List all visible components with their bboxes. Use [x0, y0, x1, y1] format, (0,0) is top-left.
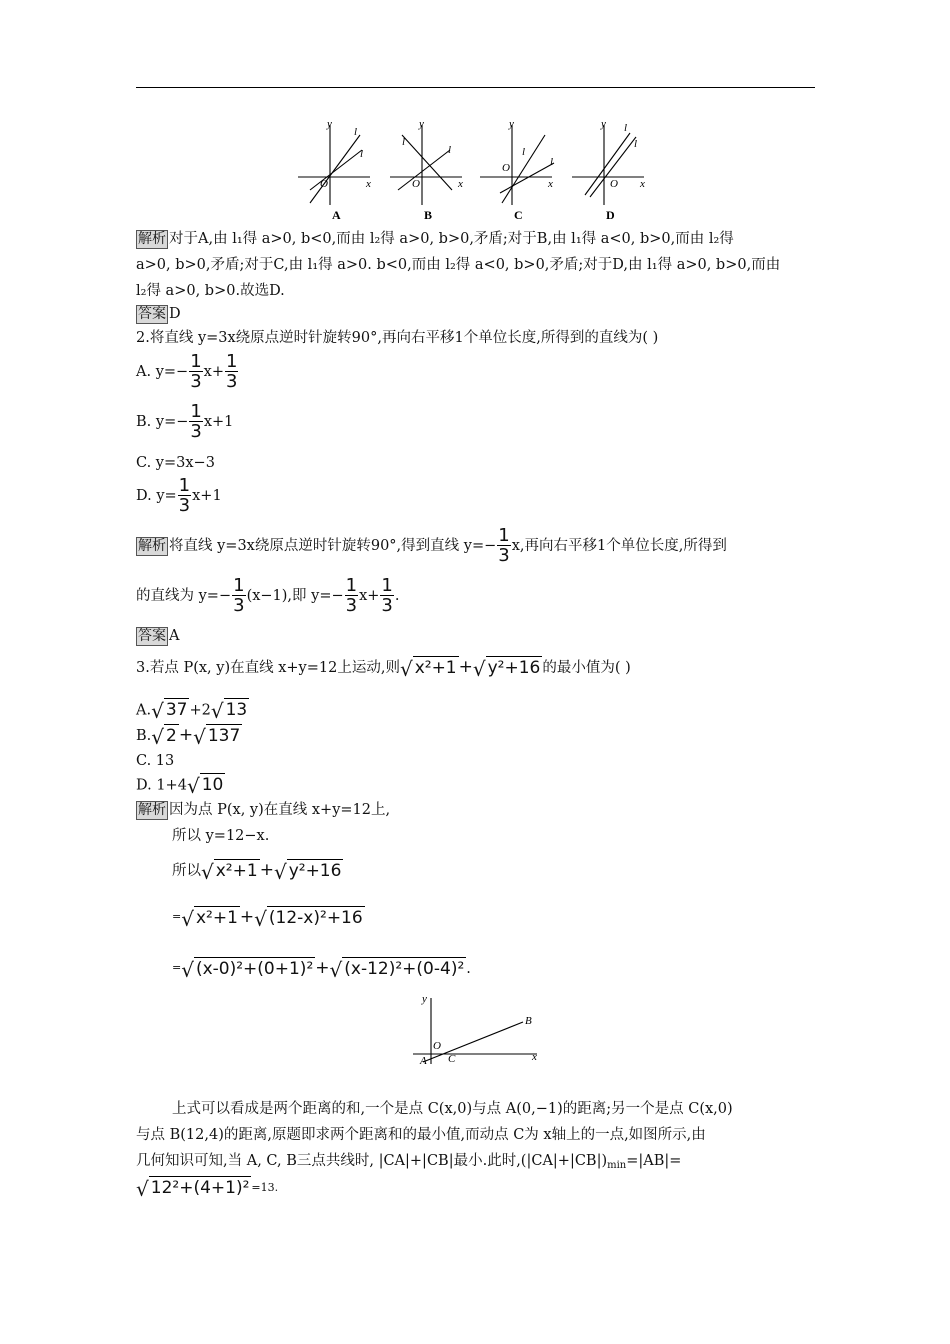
svg-text:y: y [422, 993, 427, 1005]
q3-explain-line4: √ 12²+(4+1)² $^{=13.}$ [136, 1177, 279, 1201]
svg-text:B: B [525, 1015, 532, 1027]
graph-label-c: C [514, 208, 523, 222]
svg-text:O: O [433, 1040, 441, 1052]
graph-label-d: D [606, 208, 615, 222]
svg-text:O: O [610, 178, 618, 190]
svg-text:x: x [548, 178, 553, 190]
svg-text:O: O [412, 178, 420, 190]
svg-text:y: y [327, 118, 332, 130]
q3-explain-line1: 上式可以看成是两个距离的和,一个是点 C(x,0)与点 A(0,−1)的距离;另一个是点 C(x,0) [172, 1101, 733, 1117]
svg-text:A: A [420, 1055, 427, 1067]
top-rule [136, 87, 815, 88]
q3-explain-line3: 几何知识可知,当 A, C, B三点共线时, |CA|+|CB|最小.此时$,(|CA|+|CB|)_{min}=|AB|=$ [136, 1153, 682, 1171]
graph-label-b: B [424, 208, 433, 222]
q2-option-d: D. y= $\frac{1}{3}$ x+1 [136, 475, 222, 516]
svg-text:l: l [624, 122, 628, 134]
q3-option-c: C. 13 [136, 753, 175, 769]
q2-stem: 2.将直线 y=3x绕原点逆时针旋转90°,再向右平移1个单位长度,所得到的直线为( ) [136, 330, 659, 346]
q3-solution-line2: 所以 y=12−x. [172, 828, 270, 844]
q2-solution-line1: 解析 将直线 y=3x绕原点逆时针旋转90°,得到直线 y=− $\frac{1}{3}$ x,再向右平移1个单位长度,所得到 [138, 525, 727, 566]
q3-stem: 3.若点 P(x, y)在直线 x+y=12上运动,则√ x²+1 +√ y²+16 的最小值为( ) [136, 656, 631, 681]
q1-solution-line2: a>0, b>0,矛盾;对于C,由 l₁得 a>0. b<0,而由 l₂得 a<0, b>0,矛盾;对于D,由 l₁得 a>0, b>0,而由 [136, 257, 781, 273]
svg-text:l: l [354, 126, 358, 138]
q3-solution-line3: 所以√ x²+1 +√ y²+16 [172, 859, 342, 884]
q3-option-d: D. 1+4√ 10 [136, 774, 224, 798]
q3-solution-line4: =√ x²+1 +√ (12-x)²+16 [172, 906, 363, 931]
svg-text:l: l [522, 146, 526, 158]
svg-text:l: l [402, 136, 406, 148]
svg-text:O: O [320, 178, 328, 190]
q3-option-a: A.√ 37 +2√ 13 [136, 699, 248, 723]
svg-text:x: x [640, 178, 645, 190]
tag-jiexi: 解析 [138, 231, 166, 247]
q2-answer: 答案 A [138, 628, 180, 644]
svg-text:O: O [502, 162, 510, 174]
figure-abc-graph [405, 992, 550, 1067]
svg-text:y: y [419, 118, 424, 130]
q2-solution-line2: 的直线为 y=− $\frac{1}{3}$ (x−1),即 y=− $\frac{1}{3}$ x+ $\frac{1}{3}$ . [136, 575, 400, 616]
q3-solution-line1: 解析 因为点 P(x, y)在直线 x+y=12上, [138, 802, 391, 818]
svg-text:C: C [448, 1053, 456, 1065]
svg-text:x: x [532, 1051, 537, 1063]
svg-text:l: l [550, 156, 554, 168]
q1-answer: 答案 D [138, 306, 181, 322]
svg-text:y: y [509, 118, 514, 130]
svg-text:x: x [458, 178, 463, 190]
svg-text:l: l [448, 144, 452, 156]
q2-option-b: B. y=− $\frac{1}{3}$ x+1 [136, 401, 234, 442]
q2-option-c: C. y=3x−3 [136, 455, 215, 471]
q3-solution-line5: =√ (x-0)²+(0+1)² +√ (x-12)²+(0-4)² . [172, 957, 471, 982]
svg-text:x: x [366, 178, 371, 190]
q3-explain-line2: 与点 B(12,4)的距离,原题即求两个距离和的最小值,而动点 C为 x轴上的一点,如图所示,由 [136, 1127, 706, 1143]
graph-label-a: A [332, 208, 341, 222]
q2-option-a: A. y=− $\frac{1}{3}$ x+ $\frac{1}{3}$ [136, 351, 238, 392]
svg-text:l: l [634, 138, 638, 150]
q1-solution-line1: 解析 对于A,由 l₁得 a>0, b<0,而由 l₂得 a>0, b>0,矛盾;对于B,由 l₁得 a<0, b>0,而由 l₂得 [138, 231, 734, 247]
svg-text:l: l [360, 148, 364, 160]
svg-text:y: y [601, 118, 606, 130]
q3-option-b: B.√ 2 +√ 137 [136, 724, 241, 749]
figure-four-graphs [290, 115, 660, 225]
q1-solution-line3: l₂得 a>0, b>0.故选D. [136, 283, 285, 299]
